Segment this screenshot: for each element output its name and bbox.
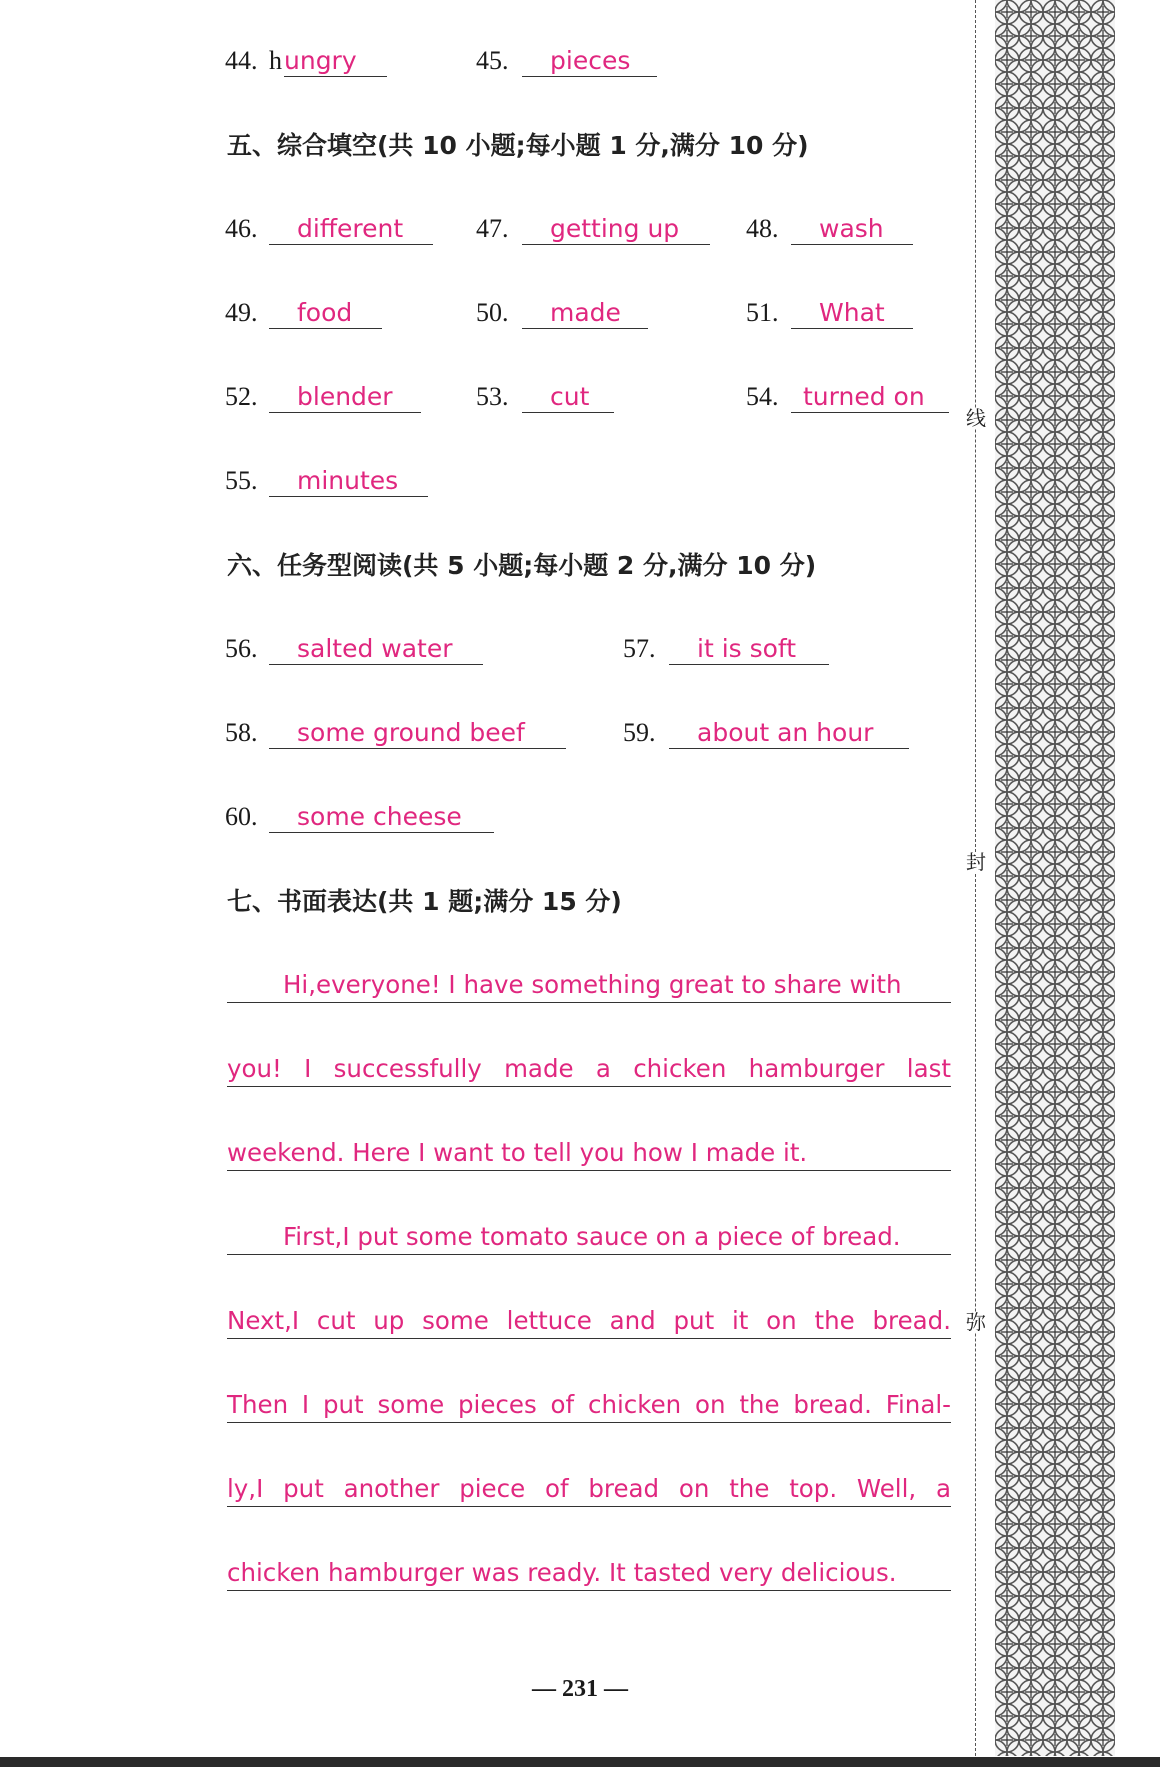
answer-text: minutes: [297, 466, 399, 495]
answer-blank-53: [522, 384, 614, 413]
question-number: 58.: [225, 718, 258, 747]
answer-blank-44: [284, 48, 387, 77]
answer-text: pieces: [550, 46, 631, 75]
question-number: 45.: [476, 46, 509, 75]
binding-label-mid: 封: [966, 850, 986, 874]
essay-line: [227, 1306, 951, 1339]
answer-text: turned on: [803, 382, 925, 411]
binding-cut-line: [975, 0, 976, 1756]
question-number: 44.: [225, 46, 258, 75]
answer-blank-55: [269, 468, 428, 497]
answer-blank-59: [669, 720, 909, 749]
question-number: 59.: [623, 718, 656, 747]
question-number: 56.: [225, 634, 258, 663]
binding-label-bottom: 弥: [966, 1310, 986, 1334]
answer-text: blender: [297, 382, 393, 411]
answer-text: it is soft: [697, 634, 797, 663]
answer-blank-48: [791, 216, 913, 245]
answer-blank-60: [269, 804, 494, 833]
essay-line: [227, 1054, 951, 1087]
answer-text: wash: [819, 214, 884, 243]
answer-text: food: [297, 298, 353, 327]
section-heading-seven: 七、书面表达(共 1 题;满分 15 分): [227, 887, 622, 916]
question-number: 50.: [476, 298, 509, 327]
answer-text: different: [297, 214, 404, 243]
answer-text: getting up: [550, 214, 680, 243]
question-number: 46.: [225, 214, 258, 243]
essay-line-text: weekend. Here I want to tell you how I made it.: [227, 1138, 808, 1167]
essay-line-text: you! I successfully made a chicken hamburger last: [227, 1054, 951, 1083]
question-number: 52.: [225, 382, 258, 411]
answer-blank-58: [269, 720, 566, 749]
answer-text: about an hour: [697, 718, 874, 747]
answer-blank-56: [269, 636, 483, 665]
question-number: 60.: [225, 802, 258, 831]
binding-label-top: 线: [966, 406, 986, 430]
answer-text: some cheese: [297, 802, 462, 831]
essay-line: [227, 1390, 951, 1423]
answer-blank-57: [669, 636, 829, 665]
page-number: — 231 —: [532, 1676, 628, 1702]
essay-line-text: chicken hamburger was ready. It tasted very delicious.: [227, 1558, 897, 1587]
answer-blank-49: [269, 300, 382, 329]
section-heading-six: 六、任务型阅读(共 5 小题;每小题 2 分,满分 10 分): [227, 551, 817, 580]
essay-line: [227, 970, 951, 1003]
question-number: 57.: [623, 634, 656, 663]
decorative-lattice-border: [995, 0, 1115, 1756]
answer-blank-45: [522, 48, 657, 77]
essay-line-text: Next,I cut up some lettuce and put it on the bread.: [227, 1306, 951, 1335]
essay-line-text: Hi,everyone! I have something great to share with: [283, 970, 902, 999]
answer-prefix: h: [269, 46, 282, 75]
answer-text: made: [550, 298, 621, 327]
answer-text: salted water: [297, 634, 453, 663]
question-number: 49.: [225, 298, 258, 327]
answer-blank-47: [522, 216, 710, 245]
section-heading-five: 五、综合填空(共 10 小题;每小题 1 分,满分 10 分): [227, 131, 809, 160]
question-number: 47.: [476, 214, 509, 243]
answer-blank-50: [522, 300, 648, 329]
essay-line: [227, 1138, 951, 1171]
essay-line-text: Then I put some pieces of chicken on the bread. Final-: [227, 1390, 951, 1419]
essay-line: [227, 1558, 951, 1591]
answer-blank-52: [269, 384, 421, 413]
answer-text: ungry: [284, 46, 357, 75]
answer-text: cut: [550, 382, 590, 411]
question-number: 55.: [225, 466, 258, 495]
answer-blank-54: [791, 384, 949, 413]
essay-line: [227, 1222, 951, 1255]
essay-line-text: ly,I put another piece of bread on the top. Well, a: [227, 1474, 951, 1503]
question-number: 53.: [476, 382, 509, 411]
question-number: 51.: [746, 298, 779, 327]
essay-line: [227, 1474, 951, 1507]
question-number: 48.: [746, 214, 779, 243]
essay-line-text: First,I put some tomato sauce on a piece of bread.: [283, 1222, 901, 1251]
answer-blank-46: [269, 216, 433, 245]
answer-blank-51: [791, 300, 913, 329]
answer-text: some ground beef: [297, 718, 525, 747]
answer-text: What: [819, 298, 885, 327]
bottom-edge-bar: [0, 1757, 1160, 1767]
question-number: 54.: [746, 382, 779, 411]
